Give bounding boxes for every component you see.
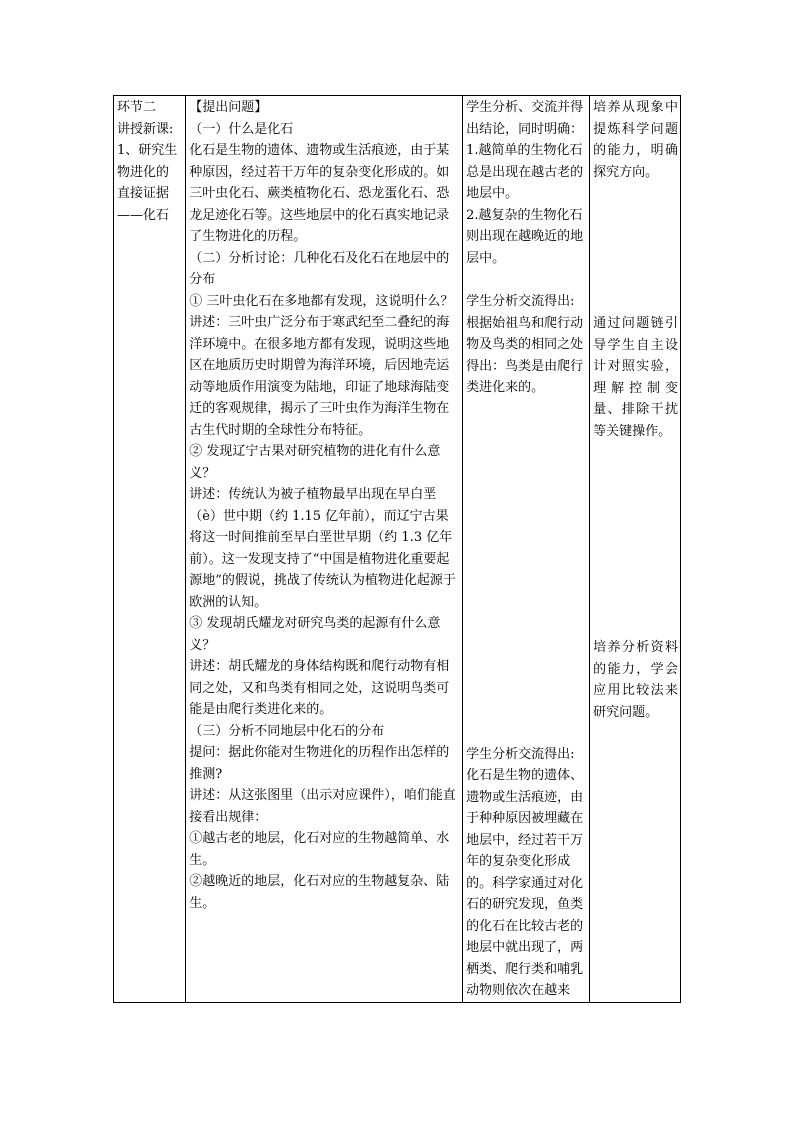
teacher-paragraph: ③ 发现胡氏耀龙对研究鸟类的起源有什么意义？ <box>189 616 441 653</box>
student-text: 2.越复杂的生物化石则出现在越晚近的地层中。 <box>466 207 584 266</box>
teacher-paragraph: 化石是生物的遗体、遗物或生活痕迹，由于某种原因，经过若干万年的复杂变化形成的。如三叶虫化石、蕨类植物化石、恐龙蛋化石、恐龙足迹化石等。这些地层中的化石真实地记录了生物进化的历程。 <box>189 143 450 244</box>
section-cell <box>114 96 186 1003</box>
student-activity-cell <box>463 96 590 1003</box>
design-intent-cell <box>590 96 681 1003</box>
teacher-paragraph: 讲述：三叶虫广泛分布于寒武纪至二叠纪的海洋环境中。在很多地方都有发现，说明这些地区在地质历史时期曾为海洋环境，后因地壳运动等地质作用演变为陆地，印证了地球海陆变迁的客观规律，揭示了三叶虫作为海洋生物在古生代时期的全球性分布特征。 <box>189 315 450 438</box>
intent-text: 培养分析资料的能力，学会应用比较法来研究问题。 <box>593 640 678 720</box>
section-line: 环节二 <box>117 100 157 115</box>
intent-text: 培养从现象中提炼科学问题的能力，明确探究方向。 <box>593 100 678 180</box>
teacher-paragraph: 【提出问题】 <box>189 100 268 115</box>
section-line: 讲授新课: <box>117 121 174 137</box>
section-line: 物进化的 <box>117 164 170 180</box>
teacher-paragraph: ① 三叶虫化石在多地都有发现，这说明什么？ <box>189 293 454 309</box>
section-line: 1、研究生 <box>117 143 178 158</box>
teacher-paragraph: （三）分析不同地层中化石的分布 <box>189 723 385 739</box>
student-text: 学生分析交流得出:化石是生物的遗体、遗物或生活痕迹，由于种种原因被埋藏在地层中，经过若干万年的复杂变化形成的。科学家通过对化石的研究发现，鱼类的化石在比较古老的地层中就出现了，两栖类、爬行类和哺乳动物则依次在越来 <box>466 746 584 998</box>
teacher-paragraph: （二）分析讨论：几种化石及化石在地层中的分布 <box>189 250 450 287</box>
intent-text: 通过问题链引导学生自主设计对照实验，理解控制变量、排除干扰等关键操作。 <box>593 316 678 439</box>
student-text: 1.越简单的生物化石总是出现在越古老的地层中。 <box>466 143 584 201</box>
teacher-paragraph: ②越晚近的地层，化石对应的生物越复杂、陆生。 <box>189 874 450 911</box>
table-row <box>114 96 681 1003</box>
teacher-paragraph: ② 发现辽宁古果对研究植物的进化有什么意义？ <box>189 444 441 481</box>
teacher-paragraph: （一）什么是化石 <box>189 121 294 137</box>
section-line: 直接证据 <box>117 186 170 201</box>
lesson-plan-table <box>113 95 681 1003</box>
teacher-paragraph: 讲述：从这张图里（出示对应课件），咱们能直接看出规律： <box>189 788 456 825</box>
teacher-paragraph: 讲述：传统认为被子植物最早出现在早白垩（è）世中期（约 1.15 亿年前），而辽宁古果将这一时间推前至早白垩世早期（约 1.3 亿年前）。这一发现支持了“中国是植物进化重要起源地”的假说，挑战了传统认为植物进化起源于欧洲的认知。 <box>189 487 456 610</box>
student-text: 学生分析交流得出:根据始祖鸟和爬行动物及鸟类的相同之处得出：鸟类是由爬行类进化来的。 <box>466 294 584 395</box>
teacher-paragraph: 提问：据此你能对生物进化的历程作出怎样的推测? <box>189 745 450 782</box>
student-text: 学生分析、交流并得出结论，同时明确： <box>466 100 584 137</box>
teacher-paragraph: ①越古老的地层，化石对应的生物越简单、水生。 <box>189 831 450 868</box>
teacher-activity-cell <box>186 96 463 1003</box>
section-line: ——化石 <box>117 207 170 223</box>
teacher-paragraph: 讲述：胡氏耀龙的身体结构既和爬行动物有相同之处，又和鸟类有相同之处，这说明鸟类可能是由爬行类进化来的。 <box>189 659 450 717</box>
